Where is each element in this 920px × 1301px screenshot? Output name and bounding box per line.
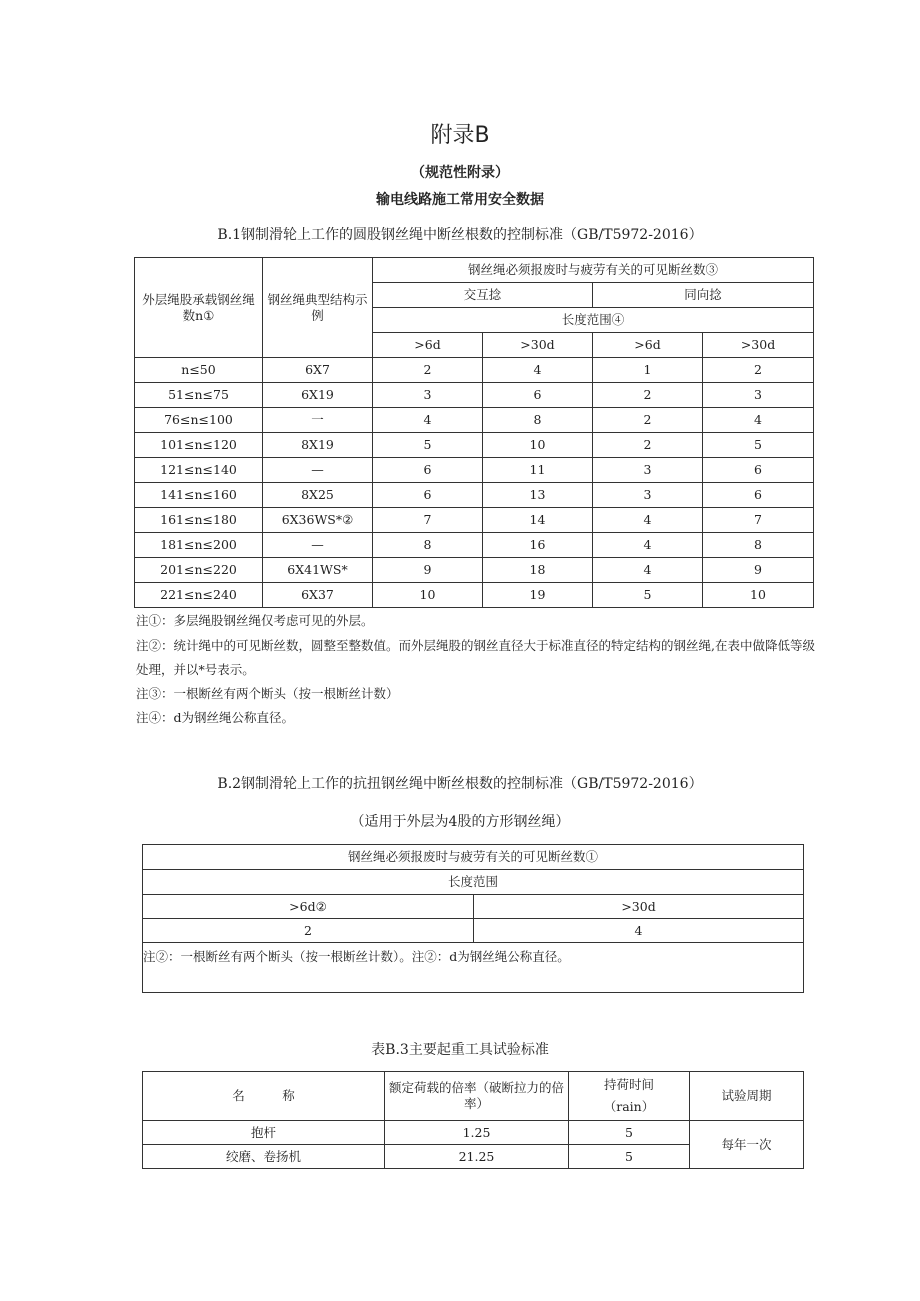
table2-caption: B.2钢制滑轮上工作的抗扭钢丝绳中断丝根数的控制标准（GB/T5972-2016） [217,776,703,792]
cell-value: 2 [593,383,703,408]
cell-n: 201≤n≤220 [135,558,263,583]
cell-value: 5 [703,433,814,458]
table-row [135,483,814,508]
table1-col2-header: 钢丝绳典型结构示例 [263,258,373,358]
table1-col1-header: 外层绳股承载钢丝绳数n① [135,258,263,358]
table1-range: >30d [483,333,593,358]
cell-value: 4 [703,408,814,433]
table1-note: 注①：多层绳股钢丝绳仅考虑可见的外层。 [136,613,374,628]
cell-value: 6 [373,483,483,508]
table1-range: >30d [703,333,814,358]
table2-header: 钢丝绳必须报废时与疲劳有关的可见断丝数① [143,845,804,870]
table3-header-hold [569,1072,690,1121]
cell-value: 14 [483,508,593,533]
cell-rate: 21.25 [385,1145,569,1169]
cell-name: 抱杆 [143,1121,385,1145]
table-row [135,383,814,408]
table1-sub-cross: 交互捻 [373,283,593,308]
table2-range: >30d [474,895,804,919]
table2-value: 2 [143,919,474,943]
cell-example: 8X19 [263,433,373,458]
cell-value: 8 [703,533,814,558]
cell-value: 2 [593,433,703,458]
table3-header-rate: 额定荷载的倍率（破断拉力的倍率） [385,1072,569,1121]
cell-value: 18 [483,558,593,583]
cell-value: 5 [373,433,483,458]
table2-note: 注②：一根断丝有两个断头（按一根断丝计数）。注②：d为钢丝绳公称直径。 [143,943,804,993]
table1 [134,257,814,608]
table1-sub-same: 同向捻 [593,283,814,308]
cell-value: 1 [593,358,703,383]
table1-length-range: 长度范围④ [373,308,814,333]
table3-header-name: 名 称 [143,1072,385,1121]
cell-n: 181≤n≤200 [135,533,263,558]
table-row [143,1121,804,1145]
table-row [135,358,814,383]
cell-example: 6X36WS*② [263,508,373,533]
cell-example: — [263,458,373,483]
table2-value: 4 [474,919,804,943]
cell-n: 161≤n≤180 [135,508,263,533]
cell-value: 2 [703,358,814,383]
cell-value: 4 [593,558,703,583]
cell-example: 6X19 [263,383,373,408]
cell-n: 121≤n≤140 [135,458,263,483]
cell-n: 76≤n≤100 [135,408,263,433]
table2-range: >6d② [143,895,474,919]
table-row [135,558,814,583]
table3-caption: 表B.3主要起重工具试验标准 [371,1042,549,1058]
cell-example: 一 [263,408,373,433]
table2-subcaption: （适用于外层为4股的方形钢丝绳） [350,814,570,830]
cell-value: 8 [373,533,483,558]
table2-length-range: 长度范围 [143,870,804,895]
table1-range: >6d [373,333,483,358]
cell-hold: 5 [569,1145,690,1169]
cell-value: 4 [593,508,703,533]
cell-n: 101≤n≤120 [135,433,263,458]
cell-period: 每年一次 [690,1121,804,1169]
table3-header-period: 试验周期 [690,1072,804,1121]
cell-value: 4 [593,533,703,558]
table-row [135,433,814,458]
table-row [135,583,814,608]
cell-hold: 5 [569,1121,690,1145]
cell-name: 绞磨、卷扬机 [143,1145,385,1169]
cell-value: 6 [483,383,593,408]
table-row [135,508,814,533]
cell-value: 19 [483,583,593,608]
cell-value: 6 [703,458,814,483]
cell-value: 7 [373,508,483,533]
table1-note: 注②：统计绳中的可见断丝数，圆整至整数值。而外层绳股的钢丝直径大于标准直径的特定结构的钢丝绳,在表中做降低等级处理，并以*号表示。 [136,638,815,677]
cell-n: n≤50 [135,358,263,383]
cell-value: 6 [373,458,483,483]
table1-note: 注③：一根断丝有两个断头（按一根断丝计数） [136,686,399,701]
cell-n: 51≤n≤75 [135,383,263,408]
cell-example: 8X25 [263,483,373,508]
cell-value: 3 [703,383,814,408]
cell-example: 6X37 [263,583,373,608]
table-row [135,533,814,558]
appendix-title: 附录B [430,123,490,148]
cell-value: 10 [483,433,593,458]
cell-value: 3 [373,383,483,408]
cell-example: 6X41WS* [263,558,373,583]
table1-group-header: 钢丝绳必须报废时与疲劳有关的可见断丝数③ [373,258,814,283]
cell-example: — [263,533,373,558]
table3-header-hold-line2: （rain） [603,1099,655,1114]
cell-value: 11 [483,458,593,483]
table2 [142,844,804,993]
cell-value: 16 [483,533,593,558]
section-title: 输电线路施工常用安全数据 [376,192,544,208]
table1-range: >6d [593,333,703,358]
table-row [135,408,814,433]
table-row [135,458,814,483]
cell-value: 7 [703,508,814,533]
cell-value: 9 [373,558,483,583]
cell-value: 9 [703,558,814,583]
cell-value: 13 [483,483,593,508]
cell-value: 5 [593,583,703,608]
cell-value: 10 [703,583,814,608]
appendix-type: （规范性附录） [411,165,509,181]
cell-value: 4 [483,358,593,383]
cell-n: 221≤n≤240 [135,583,263,608]
cell-value: 2 [593,408,703,433]
cell-rate: 1.25 [385,1121,569,1145]
cell-value: 3 [593,458,703,483]
cell-value: 10 [373,583,483,608]
cell-value: 2 [373,358,483,383]
cell-value: 3 [593,483,703,508]
cell-n: 141≤n≤160 [135,483,263,508]
cell-example: 6X7 [263,358,373,383]
table1-caption: B.1钢制滑轮上工作的圆股钢丝绳中断丝根数的控制标准（GB/T5972-2016） [217,227,703,243]
table3 [142,1071,804,1169]
cell-value: 4 [373,408,483,433]
cell-value: 6 [703,483,814,508]
cell-value: 8 [483,408,593,433]
table1-note: 注④：d为钢丝绳公称直径。 [136,710,295,725]
table3-header-hold-line1: 持荷时间 [603,1077,654,1092]
